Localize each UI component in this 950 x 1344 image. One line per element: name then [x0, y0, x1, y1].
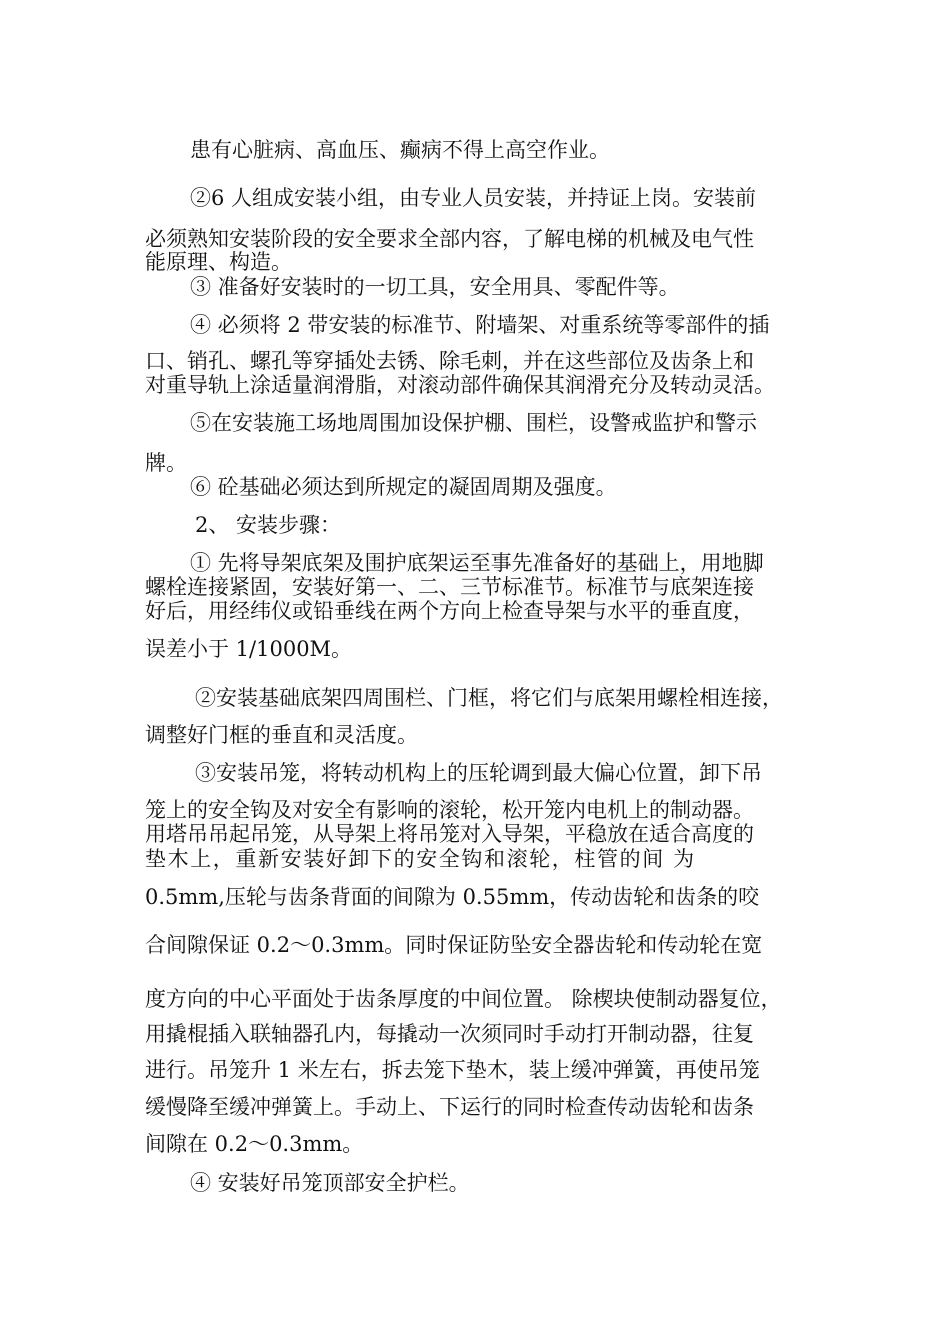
text-line: 对重导轨上涂适量润滑脂，对滚动部件确保其润滑充分及转动灵活。: [145, 373, 775, 397]
text-line: 度方向的中心平面处于齿条厚度的中间位置。 除楔块使制动器复位，: [145, 987, 782, 1011]
text-line: ⑥ 砼基础必须达到所规定的凝固周期及强度。: [190, 475, 617, 499]
text-line: ④ 安装好吊笼顶部安全护栏。: [190, 1171, 470, 1195]
text-line: 进行。吊笼升 1 米左右，拆去笼下垫木，装上缓冲弹簧，再使吊笼: [145, 1058, 760, 1082]
text-line: 笼上的安全钩及对安全有影响的滚轮，松开笼内电机上的制动器。: [145, 798, 754, 822]
text-line: 牌。: [145, 451, 187, 475]
text-line: 能原理、构造。: [145, 250, 292, 274]
text-line: 螺栓连接紧固，安装好第一、二、三节标准节。标准节与底架连接: [145, 575, 754, 599]
text-line: 垫木上，重新安装好卸下的安全钩和滚轮，柱管的间 为: [145, 847, 696, 871]
text-line: 间隙在 0.2～0.3mm。: [145, 1132, 364, 1156]
text-line: 患有心脏病、高血压、癫病不得上高空作业。: [190, 138, 610, 162]
text-line: 0.5mm,压轮与齿条背面的间隙为 0.55mm，传动齿轮和齿条的咬: [145, 885, 760, 909]
text-line: ⑤在安装施工场地周围加设保护棚、围栏，设警戒监护和警示: [190, 411, 757, 435]
text-line: 合间隙保证 0.2～0.3mm。同时保证防坠安全器齿轮和传动轮在宽: [145, 933, 763, 957]
text-line: 口、销孔、螺孔等穿插处去锈、除毛刺，并在这些部位及齿条上和: [145, 349, 754, 373]
text-line: ③ 准备好安装时的一切工具，安全用具、零配件等。: [190, 275, 680, 299]
text-line: 用塔吊吊起吊笼，从导架上将吊笼对入导架，平稳放在适合高度的: [145, 822, 754, 846]
text-line: 缓慢降至缓冲弹簧上。手动上、下运行的同时检查传动齿轮和齿条: [145, 1095, 754, 1119]
text-line: ① 先将导架底架及围护底架运至事先准备好的基础上，用地脚: [190, 551, 764, 575]
text-line: ②安装基础底架四周围栏、门框，将它们与底架用螺栓相连接，: [195, 686, 783, 710]
section-heading: 2、 安装步骤：: [195, 513, 342, 537]
text-line: 用撬棍插入联轴器孔内，每撬动一次须同时手动打开制动器，往复: [145, 1022, 754, 1046]
text-line: 必须熟知安装阶段的安全要求全部内容，了解电梯的机械及电气性: [145, 227, 754, 251]
text-line: 误差小于 1/1000M。: [145, 637, 353, 661]
text-line: 调整好门框的垂直和灵活度。: [145, 723, 418, 747]
text-line: 好后，用经纬仪或铅垂线在两个方向上检查导架与水平的垂直度，: [145, 599, 754, 623]
text-line: ③安装吊笼，将转动机构上的压轮调到最大偏心位置，卸下吊: [195, 761, 762, 785]
text-line: ②6 人组成安装小组，由专业人员安装，并持证上岗。安装前: [190, 186, 757, 210]
text-line: ④ 必须将 2 带安装的标准节、附墙架、对重系统等零部件的插: [190, 313, 770, 337]
